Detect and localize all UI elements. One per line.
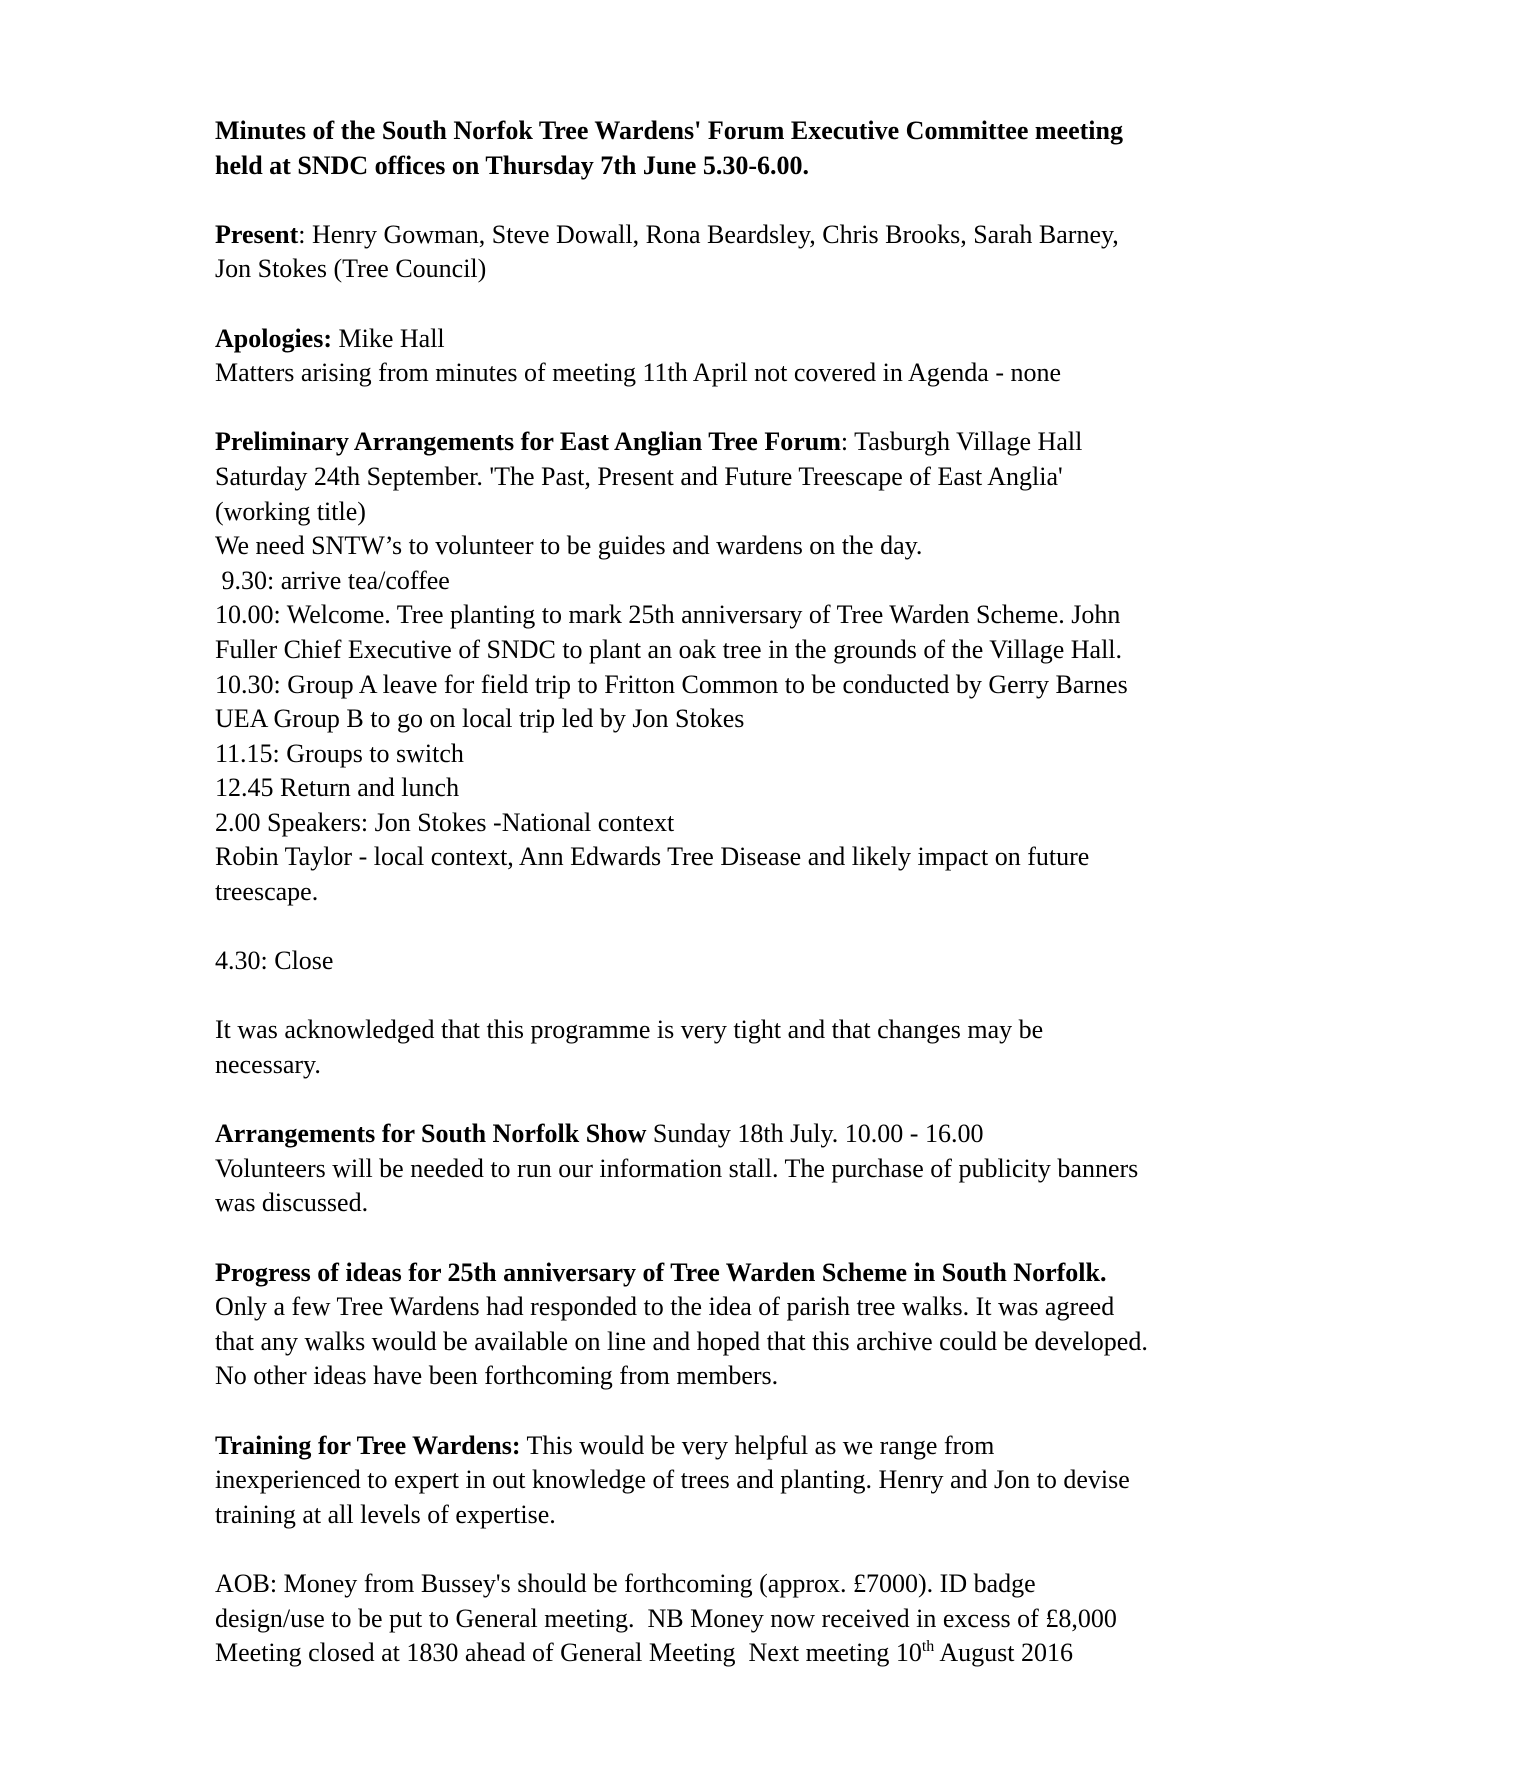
document-body [215,114,1446,1671]
text-line [215,702,1446,737]
bold-text-run: Present [215,219,299,249]
text-line [215,218,1446,253]
text-run: 10.00: Welcome. Tree planting to mark 25th anniversary of Tree Warden Scheme. John [215,600,1121,630]
text-run: Sunday 18th July. 10.00 - 16.00 [646,1119,984,1149]
text-run: Volunteers will be needed to run our information stall. The purchase of publicity banners [215,1153,1139,1183]
text-line [215,1048,1446,1083]
text-line [215,495,1446,530]
text-run: No other ideas have been forthcoming from members. [215,1361,779,1391]
text-run: We need SNTW’s to volunteer to be guides and wardens on the day. [215,531,923,561]
aob-paragraph [215,1567,1446,1671]
text-line [215,1463,1446,1498]
text-run: was discussed. [215,1188,369,1218]
bold-text-run: Arrangements for South Norfolk Show [215,1119,647,1149]
text-line [215,322,1446,357]
text-line [215,1013,1446,1048]
training-paragraph [215,1429,1446,1533]
text-line [215,1186,1446,1221]
text-line [215,529,1446,564]
text-run: 2.00 Speakers: Jon Stokes -National context [215,807,675,837]
text-line [215,356,1446,391]
present-paragraph [215,218,1446,287]
text-line [215,1429,1446,1464]
text-run: 12.45 Return and lunch [215,773,460,803]
text-run: It was acknowledged that this programme is very tight and that changes may be [215,1015,1044,1045]
text-line [215,840,1446,875]
text-line [215,425,1446,460]
text-run: design/use to be put to General meeting. NB Money now received in excess of £8,000 [215,1603,1117,1633]
text-run: 9.30: arrive tea/coffee [215,565,450,595]
title-paragraph [215,114,1446,183]
text-line [215,771,1446,806]
text-line [215,252,1446,287]
superscript-text-run: th [921,1638,935,1656]
text-run: Mike Hall [332,323,445,353]
bold-text-run: Preliminary Arrangements for East Anglian Tree Forum [215,427,841,457]
preliminary-arrangements-paragraph [215,425,1446,909]
text-line [215,460,1446,495]
text-run: training at all levels of expertise. [215,1499,556,1529]
text-line [215,944,1446,979]
south-norfolk-show-paragraph [215,1117,1446,1221]
text-line [215,1290,1446,1325]
text-line [215,1152,1446,1187]
text-line [215,1359,1446,1394]
bold-text-run: Minutes of the South Norfok Tree Wardens' Forum Executive Committee meeting [215,116,1123,145]
text-run: Meeting closed at 1830 ahead of General Meeting Next meeting 10 [215,1638,922,1668]
text-line [215,1256,1446,1291]
text-run: : Tasburgh Village Hall [840,427,1083,457]
text-line [215,1602,1446,1637]
text-line [215,806,1446,841]
text-run: : Henry Gowman, Steve Dowall, Rona Beardsley, Chris Brooks, Sarah Barney, [298,219,1119,249]
text-line [215,1567,1446,1602]
bold-text-run: held at SNDC offices on Thursday 7th June 5.30-6.00. [215,150,809,180]
text-line [215,1636,1446,1671]
text-line [215,668,1446,703]
text-run: Fuller Chief Executive of SNDC to plant an oak tree in the grounds of the Village Hall. [215,634,1123,664]
text-run: (working title) [215,496,366,526]
text-line [215,1117,1446,1152]
text-run: AOB: Money from Bussey's should be forthcoming (approx. £7000). ID badge [215,1568,1036,1598]
text-run: 4.30: Close [215,946,334,976]
text-line [215,598,1446,633]
text-line [215,737,1446,772]
text-run: Matters arising from minutes of meeting 11th April not covered in Agenda - none [215,358,1062,388]
text-run: Only a few Tree Wardens had responded to the idea of parish tree walks. It was agreed [215,1292,1115,1322]
text-run: This would be very helpful as we range from [520,1430,995,1460]
text-run: 10.30: Group A leave for field trip to Fritton Common to be conducted by Gerry Barnes [215,669,1128,699]
text-run: treescape. [215,877,319,907]
text-run: August 2016 [934,1638,1073,1668]
progress-ideas-paragraph [215,1256,1446,1394]
text-line [215,564,1446,599]
bold-text-run: Training for Tree Wardens: [215,1430,521,1460]
text-run: Saturday 24th September. 'The Past, Present and Future Treescape of East Anglia' [215,461,1063,491]
text-run: that any walks would be available on line and hoped that this archive could be developed. [215,1326,1148,1356]
text-run: Robin Taylor - local context, Ann Edwards Tree Disease and likely impact on future [215,842,1090,872]
text-line [215,114,1446,149]
text-line [215,875,1446,910]
text-run: inexperienced to expert in out knowledge of trees and planting. Henry and Jon to devise [215,1465,1130,1495]
acknowledgement-paragraph [215,1013,1446,1082]
bold-text-run: Apologies: [215,323,332,353]
text-run: Jon Stokes (Tree Council) [215,254,487,284]
close-paragraph [215,944,1446,979]
text-line [215,1325,1446,1360]
text-run: necessary. [215,1050,321,1080]
bold-text-run: Progress of ideas for 25th anniversary of Tree Warden Scheme in South Norfolk. [215,1257,1107,1287]
text-line [215,1498,1446,1533]
text-run: 11.15: Groups to switch [215,738,464,768]
text-line [215,633,1446,668]
text-line [215,149,1446,184]
text-run: UEA Group B to go on local trip led by Jon Stokes [215,704,745,734]
apologies-paragraph [215,322,1446,391]
